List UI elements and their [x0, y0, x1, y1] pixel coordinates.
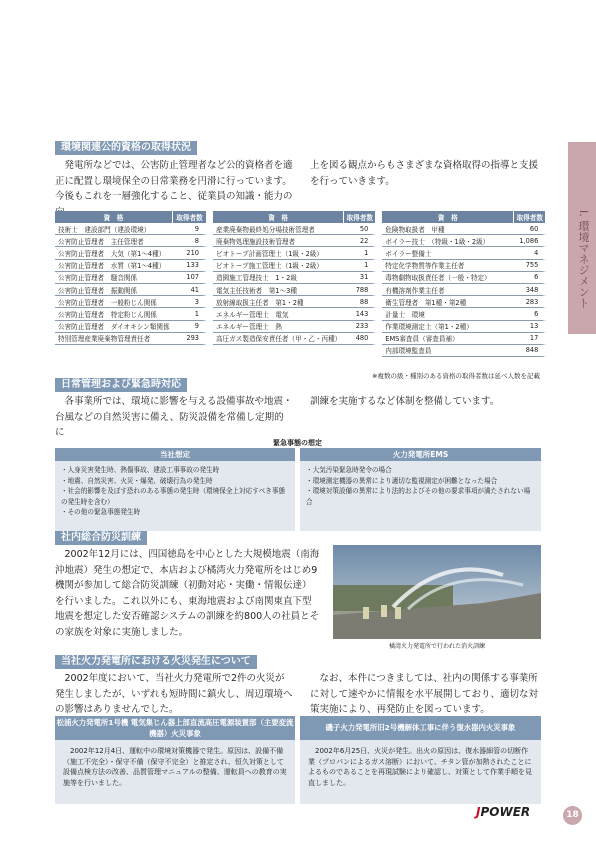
qual-count: 4	[514, 247, 546, 259]
qual-count	[344, 345, 376, 357]
header-count-3: 取得者数	[514, 211, 546, 223]
scenario-left-list	[55, 461, 295, 531]
qual-count: 1	[344, 260, 376, 272]
section-title-drill: 社内総合防災訓練	[55, 531, 147, 545]
qual-count: 88	[344, 296, 376, 308]
qual-name: ボイラー整備士	[382, 247, 514, 259]
qual-count: 210	[173, 247, 207, 259]
qual-name: 廃棄物処理施設技術管理者	[213, 235, 344, 247]
list-item: ・社会的影響を及ぼす恐れのある事態の発生時（環境保全上対応すべき事態の発生時を含む）	[61, 487, 286, 506]
qual-name: 公害防止管理者 水質（第1〜4種）	[55, 260, 173, 272]
qual-name: 危険物取扱者 甲種	[382, 223, 514, 235]
scenario-left-head: 当社想定	[55, 448, 295, 461]
table-row	[55, 345, 546, 357]
list-item: ・その他の緊急事態発生時	[61, 508, 141, 516]
qual-name: ビオトープ施工管理士（1級・2級）	[213, 260, 344, 272]
page-number: 18	[563, 806, 582, 825]
header-name-1: 資 格	[55, 211, 173, 223]
qual-name: 特定化学物質等作業主任者	[382, 260, 514, 272]
section-title-fire: 当社火力発電所における火災発生について	[55, 655, 257, 669]
qual-name	[213, 345, 344, 357]
qual-count: 9	[173, 321, 207, 333]
qual-name: ボイラー技士 （特級・1級・2級）	[382, 235, 514, 247]
list-item: ・環境測定機器の異常により適切な監視測定が困難となった場合	[306, 476, 498, 485]
qual-name: 公害防止管理者 一般粉じん関係	[55, 296, 173, 308]
qual-name: 公害防止管理者 大気（第1〜4種）	[55, 247, 173, 259]
qual-name: 造園施工管理技士 1・2級	[213, 272, 344, 284]
qual-count: 283	[514, 296, 546, 308]
qual-name: 高圧ガス製造保安責任者（甲・乙・丙種）	[213, 333, 344, 345]
header-count-2: 取得者数	[344, 211, 376, 223]
header-count-1: 取得者数	[173, 211, 207, 223]
qual-name: 有機溶剤作業主任者	[382, 284, 514, 296]
table-row	[55, 321, 546, 333]
qual-name: 作業環境測定士（第1・2種）	[382, 321, 514, 333]
qual-count: 3	[173, 296, 207, 308]
qual-count: 1	[173, 308, 207, 320]
section1-text-right: 上を図る観点からもさまざまな資格取得の指導と支援を行っていきます。	[310, 160, 539, 187]
qual-count: 13	[514, 321, 546, 333]
section2-text-right: 訓練を実施するなど体制を整備しています。	[310, 396, 500, 407]
qual-count: 31	[344, 272, 376, 284]
section-title-emergency: 日常管理および緊急時対応	[55, 378, 187, 392]
qual-count: 9	[173, 223, 207, 235]
qual-name: 産業廃棄物最終処分場技術管理者	[213, 223, 344, 235]
qual-count: 480	[344, 333, 376, 345]
incident2-head: 磯子火力発電所旧2号機解体工事に伴う復水器内火災事象	[300, 716, 541, 740]
photo-caption: 橘湾火力発電所で行われた消火訓練	[388, 643, 485, 650]
qual-count: 6	[514, 272, 546, 284]
qual-count: 788	[344, 284, 376, 296]
incident1-text: 2002年12月4日、運転中の環境対策機器で発生。原因は、設備不備（施工不完全）・保守不備（保守不完全）と推定され、恒久対策として設備点検方法の改善、品質管理マニュアルの整備、運転員への教育の実施等を行いました。	[55, 740, 295, 804]
scenario-title: 緊急事態の想定	[273, 439, 322, 447]
qual-name: 公害防止管理者 振動関係	[55, 284, 173, 296]
scenario-right-head: 火力発電所EMS	[300, 448, 541, 461]
logo-text: POWER	[480, 805, 531, 819]
qual-name: 電気主任技術者 第1〜3種	[213, 284, 344, 296]
table-row	[55, 284, 546, 296]
table-row	[55, 247, 546, 259]
table-row	[55, 296, 546, 308]
qual-name: エネルギー管理士 熱	[213, 321, 344, 333]
table-row	[55, 308, 546, 320]
qual-count: 233	[344, 321, 376, 333]
qual-name: 放射線取扱主任者 第1・2種	[213, 296, 344, 308]
qual-name: エネルギー管理士 電気	[213, 308, 344, 320]
section1-text-left: 発電所などでは、公害防止管理者など公的資格者を適正に配置し環境保全の日常業務を円滑に行っています。今後もこれを一層強化すること、従業員の知識・能力の	[55, 160, 293, 202]
qual-count: 41	[173, 284, 207, 296]
qual-name: 計量士 環境	[382, 308, 514, 320]
qual-count: 60	[514, 223, 546, 235]
qual-count: 1	[344, 247, 376, 259]
qual-name: ビオトープ計画管理士（1級・2級）	[213, 247, 344, 259]
qual-count: 348	[514, 284, 546, 296]
scenario-right-list	[300, 461, 541, 531]
qual-count: 6	[514, 308, 546, 320]
table-row	[55, 260, 546, 272]
table-row	[55, 235, 546, 247]
qual-name: 内部環境監査員	[382, 345, 514, 357]
qual-count: 755	[514, 260, 546, 272]
side-tab-label: I. 環境マネジメント	[577, 210, 590, 309]
list-item: ・人身災害発生時、熱傷事故、建設工事事故の発生時	[61, 466, 220, 474]
table-note: ※複数の級・種別のある資格の取得者数は延べ人数を記載	[372, 372, 540, 380]
table-row	[55, 272, 546, 284]
list-item: ・大気汚染緊急時発令の場合	[306, 466, 392, 474]
section4-text-right: なお、本件につきましては、社内の関係する事業所に対して速やかに情報を水平展開しており、適切な対策実施により、再発防止を図っています。	[310, 673, 539, 715]
qual-count	[173, 345, 207, 357]
table-row	[55, 333, 546, 345]
qual-name: 毒物劇物取扱責任者（一般・特定）	[382, 272, 514, 284]
drill-photo-image	[333, 545, 541, 639]
incident2-text: 2002年6月25日、火災が発生。出火の原因は、復水器細管の切断作業（プロパンによるガス溶断）において、チタン管が加熱されたことによるものであることを再現試験により確認し、対策として作業手順を見直しました。	[300, 740, 541, 804]
qual-name: 公害防止管理者 特定粉じん関係	[55, 308, 173, 320]
header-name-2: 資 格	[213, 211, 344, 223]
incident1-head: 松浦火力発電所1号機 電気集じん器上部直流高圧電源装置部（主要変流機器）火災事象	[56, 718, 294, 738]
qual-count: 50	[344, 223, 376, 235]
qual-count: 17	[514, 333, 546, 345]
qual-name: 衛生管理者 第1種・第2種	[382, 296, 514, 308]
qual-count: 143	[344, 308, 376, 320]
qual-count: 22	[344, 235, 376, 247]
qual-name: 公害防止管理者 ダイオキシン類関係	[55, 321, 173, 333]
header-name-3: 資 格	[382, 211, 514, 223]
qualification-table	[55, 211, 546, 357]
list-item: ・地震、自然災害、火災・爆発、破壊行為の発生時	[61, 476, 213, 485]
qual-count: 293	[173, 333, 207, 345]
drill-photo	[333, 545, 541, 639]
qual-count: 133	[173, 260, 207, 272]
section2-text-left: 各事業所では、環境に影響を与える設備事故や地震・台風などの自然災害に備え、防災設備を常備し定期的に	[55, 396, 293, 438]
qual-name: 特別管理産業廃棄物管理責任者	[55, 333, 173, 345]
qual-name	[55, 345, 173, 357]
qual-count: 1,086	[514, 235, 546, 247]
logo-mark: J	[476, 805, 481, 819]
jpower-logo	[476, 805, 530, 819]
qual-name: 公害防止管理者 騒音関係	[55, 272, 173, 284]
qual-name: 公害防止管理者 主任管理者	[55, 235, 173, 247]
section4-text-left: 2002年度において、当社火力発電所で2件の火災が発生しましたが、いずれも短時間に鎮火し、周辺環境への影響はありませんでした。	[55, 673, 293, 715]
table-row	[55, 223, 546, 235]
qual-count: 848	[514, 345, 546, 357]
list-item: ・環境対策設備の異常により法的およびその他の要求事項が満たされない場合	[306, 487, 531, 506]
section3-text: 2002年12月には、四国徳島を中心とした大規模地震（南海沖地震）発生の想定で、本店および橘湾火力発電所をはじめ9機関が参加して総合防災訓練（初動対応・実働・情報伝達）を行いました。これ以外にも、東海地震および南関東直下型地震を想定した安否確認システムの訓練を約800人の社員とその家族を対象に実施しました。	[55, 549, 320, 638]
qual-count: 107	[173, 272, 207, 284]
qual-name: EMS審査員（審査員補）	[382, 333, 514, 345]
qual-count: 8	[173, 235, 207, 247]
section-title-qualifications: 環境関連公的資格の取得状況	[55, 141, 197, 155]
qual-name: 技術士 建設部門（建設環境）	[55, 223, 173, 235]
